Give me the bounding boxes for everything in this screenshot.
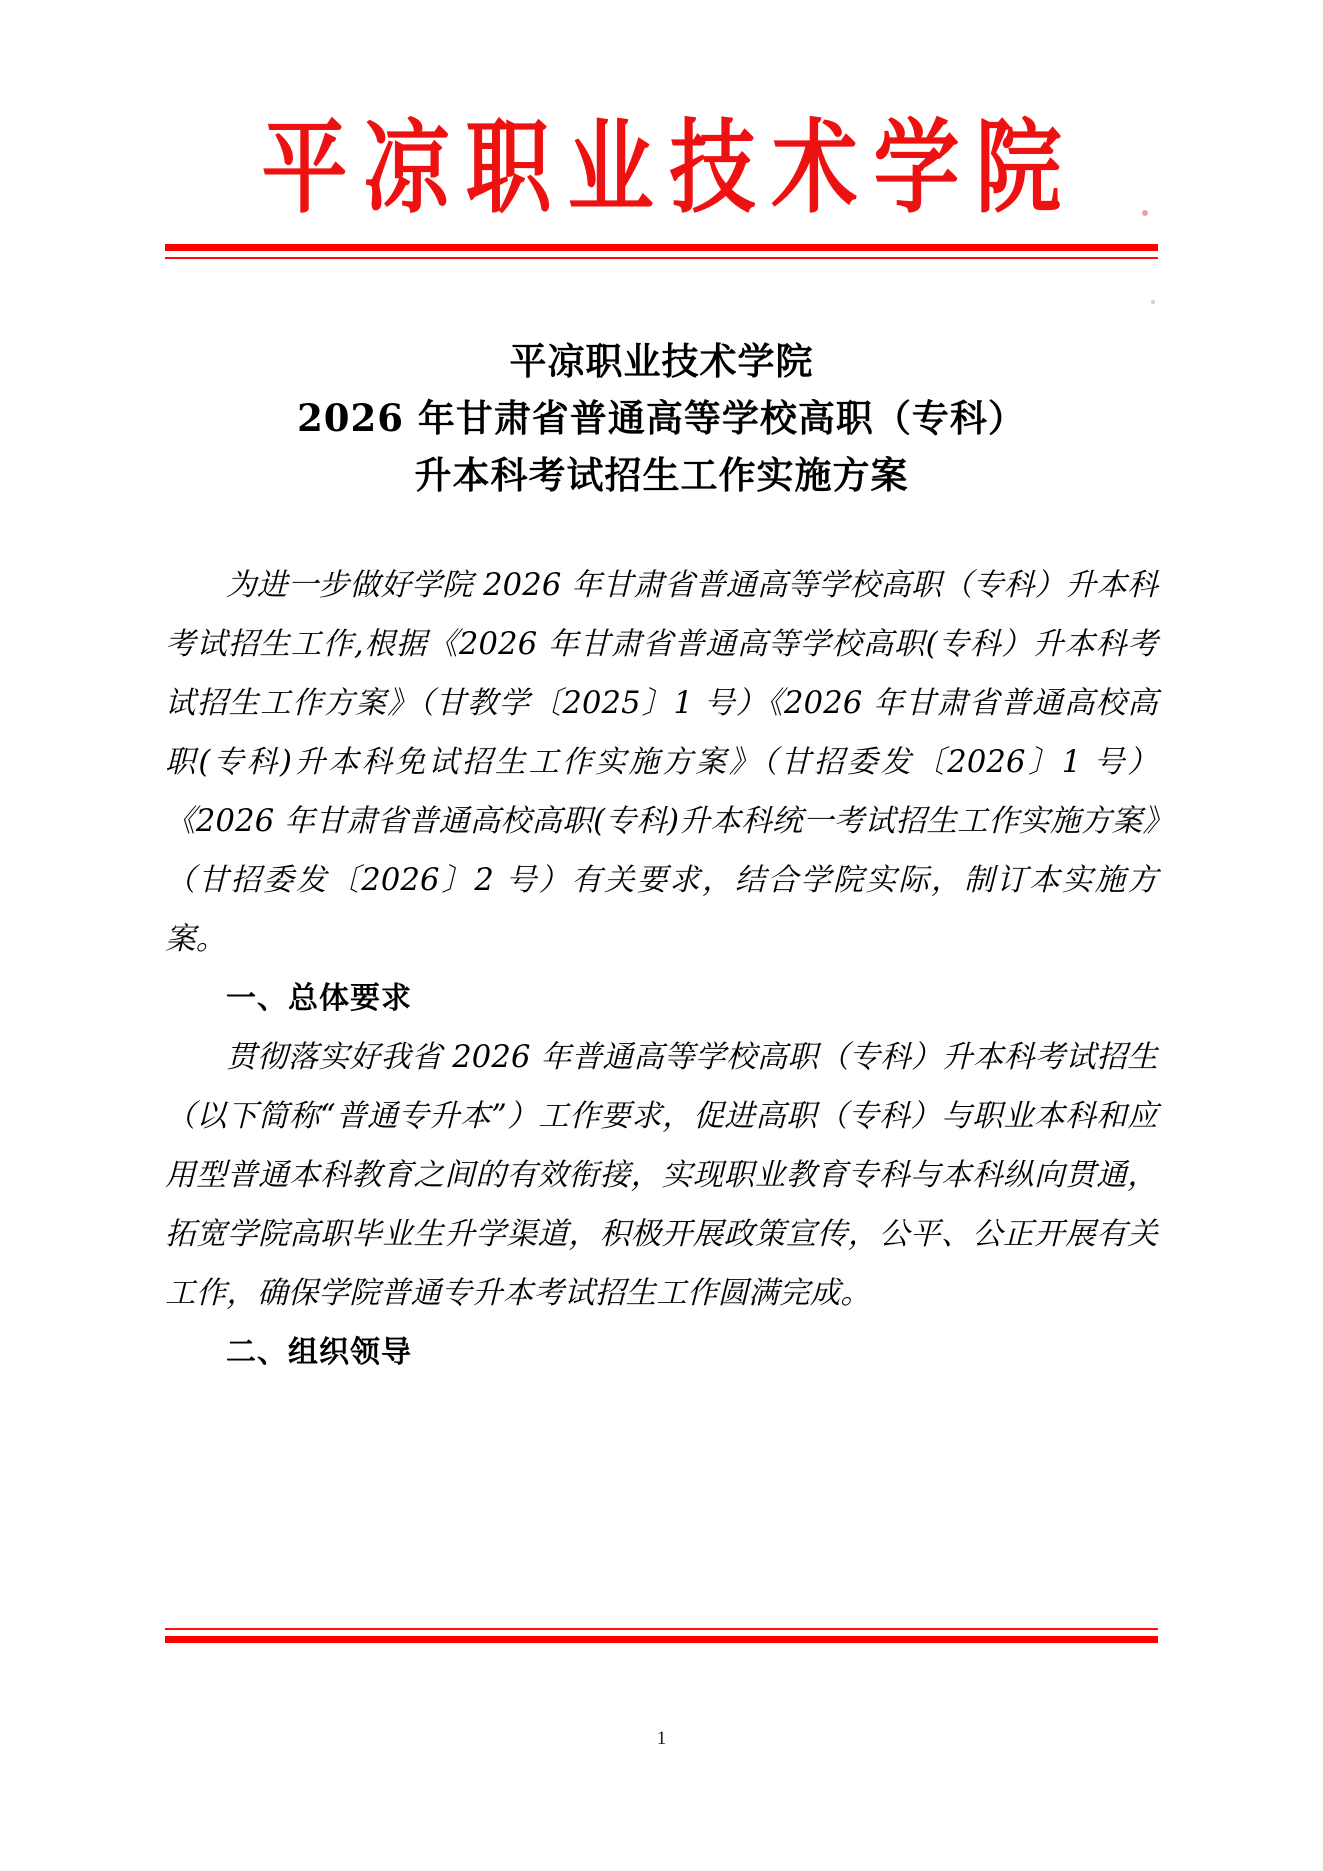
header-divider-thin-line <box>165 257 1158 259</box>
header-divider-thick-line <box>165 244 1158 251</box>
overall-requirements-paragraph: 贯彻落实好我省 2026 年普通高等学校高职（专科）升本科考试招生（以下简称“普通专升本”）工作要求，促进高职（专科）与职业本科和应用型普通本科教育之间的有效衔接，实现职业教育专科与本科纵向贯通，拓宽学院高职毕业生升学渠道，积极开展政策宣传，公平、公正开展有关工作，确保学院普通专升本考试招生工作圆满完成。 <box>165 1040 1158 1311</box>
intro-paragraph: 为进一步做好学院 2026 年甘肃省普通高等学校高职（专科）升本科考试招生工作,根据《2026 年甘肃省普通高等学校高职(专科）升本科考试招生工作方案》（甘教学〔2025〕1 号）《2026 年甘肃省普通高校高职(专科)升本科免试招生工作实施方案》（甘招委发〔2026〕1 号）《2026 年甘肃省普通高校高职(专科)升本科统一考试招生工作实施方案》（甘招委发〔2026〕2 号）有关要求，结合学院实际，制订本实施方案。 <box>165 568 1158 957</box>
header-divider <box>165 244 1158 259</box>
section-heading-overall-requirements: 一、总体要求 <box>226 981 412 1016</box>
document-title <box>165 333 1158 504</box>
footer-divider <box>165 1628 1158 1643</box>
letterhead-institution-title: 平凉职业技术学院 <box>261 108 1078 228</box>
page-number: 1 <box>656 1728 667 1749</box>
letterhead <box>165 0 1158 228</box>
footer-divider-thick-line <box>165 1636 1158 1643</box>
document-title-line-3: 升本科考试招生工作实施方案 <box>414 453 909 497</box>
document-title-line-2: 2026 年甘肃省普通高等学校高职（专科） <box>297 396 1026 440</box>
document-title-line-1: 平凉职业技术学院 <box>509 339 814 383</box>
document-body <box>165 556 1158 1382</box>
section-heading-organizational-leadership: 二、组织领导 <box>226 1335 412 1370</box>
letterhead-dot-mark-secondary <box>1151 300 1155 304</box>
letterhead-dot-mark <box>1142 210 1148 216</box>
